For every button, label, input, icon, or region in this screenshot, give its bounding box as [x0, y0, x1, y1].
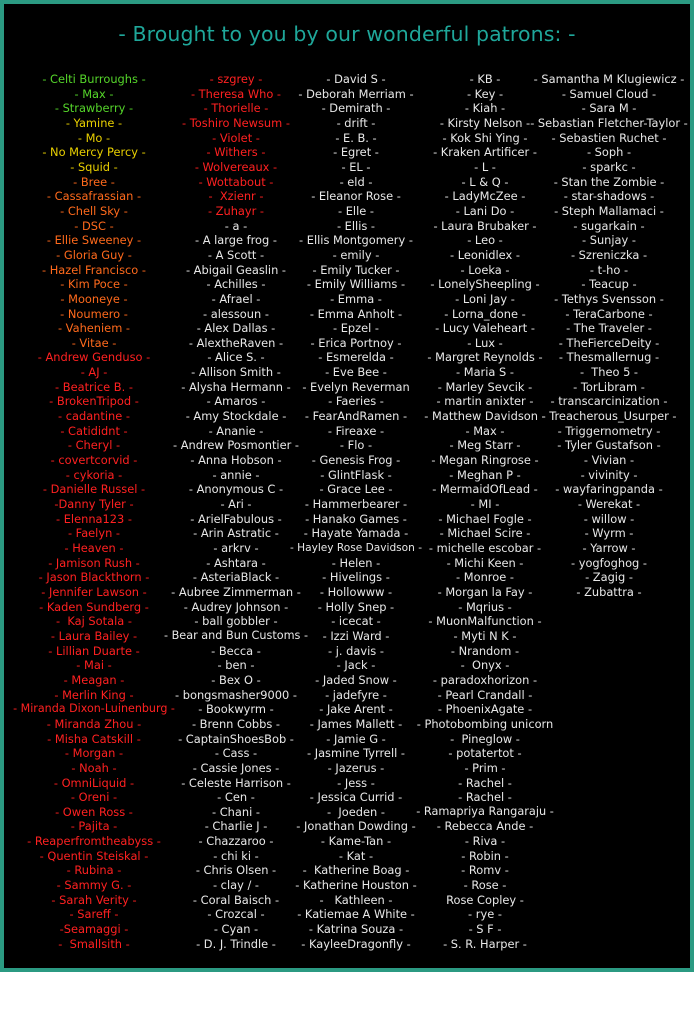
patron-name: - Bookwyrm - — [198, 702, 274, 717]
patron-name: - a - — [224, 218, 248, 233]
patron-name: - Theresa Who - — [190, 86, 282, 101]
patron-name: - Kim Poce - — [60, 277, 128, 292]
patron-name: - Smallsith - — [58, 936, 130, 951]
patron-name: - eld - — [339, 174, 373, 189]
patron-name: - Triggernometry - — [557, 423, 661, 438]
patron-name: - Celti Burroughs - — [42, 72, 146, 86]
patron-name: - Emily Williams - — [306, 277, 406, 292]
patron-name: - cadantine - — [58, 409, 130, 424]
patron-column-1 — [13, 72, 175, 951]
patron-name: - Sunjay - — [581, 233, 637, 248]
patron-name: - Thesmallernug - — [558, 350, 660, 365]
patron-name: - S F - — [468, 922, 502, 937]
patron-name: - Jake Arent - — [319, 702, 393, 717]
patron-name: - Hollowww - — [319, 584, 393, 599]
patron-name: - Sareff - — [69, 907, 119, 922]
patron-name: - Demirath - — [321, 101, 391, 116]
patron-name: - Heaven - — [64, 541, 124, 555]
patron-name: - Vivian - — [583, 453, 635, 468]
patron-name: - Pajita - — [70, 819, 118, 834]
patron-name: - Tyler Gustafson - — [557, 438, 661, 453]
patron-name: - Meagan - — [63, 672, 125, 687]
patron-name: - annie - — [212, 467, 260, 482]
patron-name: - Szreniczka - — [570, 247, 648, 262]
patron-name: - Beatrice B. - — [55, 379, 133, 394]
patron-name: - Katherine Houston - — [295, 878, 417, 893]
patron-name: - michelle escobar - — [428, 541, 542, 555]
patron-name: - Laura Brubaker - — [433, 218, 537, 233]
patron-name: - Kat - — [338, 848, 374, 863]
patron-name: - Charlie J - — [204, 819, 268, 834]
patron-name: - Bree - — [73, 174, 115, 189]
patron-name: - Quentin Steiskal - — [39, 848, 149, 863]
patron-name: - Catididnt - — [60, 423, 128, 438]
patron-name: - transcarcinization - — [550, 394, 668, 409]
page-title: - Brought to you by our wonderful patrons: - — [118, 22, 576, 46]
patron-name: - Aubree Zimmerman - — [171, 584, 301, 599]
patron-name: - Katherine Boag - — [302, 863, 410, 878]
patron-name: - Nrandom - — [450, 643, 520, 658]
patron-name: - Amaros - — [206, 394, 266, 409]
patron-name: - Robin - — [461, 848, 509, 863]
patron-name: - Leonidlex - — [450, 247, 520, 262]
patron-name: - The Traveler - — [566, 321, 652, 336]
patron-name: - Abigail Geaslin - — [185, 262, 287, 277]
patron-name: - emily - — [332, 247, 380, 262]
patron-name: - Kathleen - — [319, 892, 393, 907]
patron-name: - Chazzaroo - — [198, 834, 274, 849]
patron-name: - Kame-Tan - — [320, 834, 392, 849]
patron-name: - A large frog - — [194, 233, 277, 248]
patron-name: - Lani Do - — [455, 203, 515, 218]
patron-name: - Erica Portnoy - — [310, 335, 402, 350]
patron-name: - Alice S. - — [207, 350, 265, 365]
patron-name: - Pineglow - — [450, 731, 520, 746]
patron-name: - Noumero - — [60, 306, 128, 321]
patron-name: - rye - — [468, 907, 502, 922]
patron-name: - Ashtara - — [206, 555, 266, 570]
patron-name: - Romv - — [461, 863, 509, 878]
patron-name: - j. davis - — [328, 643, 384, 658]
patron-name: - Samuel Cloud - — [561, 86, 657, 101]
patron-name: - Cassafrassian - — [46, 189, 142, 204]
patron-name: - Onyx - — [460, 658, 510, 673]
patron-name: - Hazel Francisco - — [42, 262, 146, 277]
patron-name: - Sara M - — [581, 101, 637, 116]
patron-name: - Theo 5 - — [579, 365, 639, 380]
patron-name: - Mai - — [76, 658, 112, 673]
patron-name: - Anonymous C - — [188, 482, 284, 497]
patron-name: - Eve Bee - — [325, 365, 387, 380]
patron-name: - Owen Ross - — [55, 804, 133, 819]
patron-name: - Cyan - — [213, 922, 259, 937]
patron-name: - Werekat - — [577, 497, 641, 512]
patron-name: - Danielle Russel - — [42, 482, 146, 497]
patron-name: - Laura Bailey - — [50, 628, 138, 643]
patron-name: - Jasmine Tyrrell - — [306, 746, 406, 761]
patron-name: - Miranda Dixon-Luinenburg - — [13, 702, 175, 716]
patron-name: - Reaperfromtheabyss - — [27, 834, 161, 849]
patron-name: - AJ - — [80, 365, 108, 380]
patron-name: - Wolvereaux - — [194, 159, 278, 174]
patron-name: - Zubattra - — [576, 584, 642, 599]
patron-name: - Miranda Zhou - — [46, 716, 142, 731]
patron-name: - Kraken Artificer - — [433, 145, 537, 160]
patron-name: - TeraCarbone - — [565, 306, 653, 321]
patron-name: - Wyrm - — [584, 526, 634, 541]
patron-name: - Lorna_done - — [444, 306, 526, 321]
patron-name: - Rachel - — [458, 775, 512, 790]
patron-name: - Brenn Cobbs - — [191, 716, 281, 731]
patron-name: - Monroe - — [456, 570, 514, 585]
patron-name: - Bear and Bun Customs - — [163, 628, 309, 642]
patron-column-2 — [164, 72, 308, 951]
patron-name: - Leo - — [467, 233, 503, 248]
patron-name: - drift - — [336, 115, 376, 130]
patron-name: - Matthew Davidson - — [424, 409, 546, 424]
patron-name: - Hivelings - — [322, 570, 390, 585]
patron-name: - cykoria - — [65, 467, 123, 482]
patron-name: - Misha Catskill - — [47, 731, 141, 746]
patron-name: - Morgan - — [64, 746, 124, 761]
patron-name: - LonelySheepling - — [430, 277, 540, 292]
patron-name: - Cheryl - — [67, 438, 121, 453]
patron-name: - MuonMalfunction - — [428, 614, 542, 629]
patron-name: - Mooneye - — [60, 291, 128, 306]
patron-name: - Zuhayr - — [207, 203, 265, 218]
patron-name: - paradoxhorizon - — [432, 672, 538, 687]
patron-name: - Gloria Guy - — [56, 247, 132, 262]
patron-name: - Lillian Duarte - — [48, 643, 140, 658]
patron-name: - Cassie Jones - — [192, 760, 280, 775]
patron-name: - Michi Keen - — [446, 555, 524, 570]
patron-name: - Kiah - — [464, 101, 506, 116]
patron-name: - Samantha M Klugiewicz - — [533, 72, 685, 86]
patron-name: - Margret Reynolds - — [427, 350, 543, 365]
patron-name: - PhoenixAgate - — [437, 702, 533, 717]
patron-name: - Treacherous_Usurper - — [541, 409, 677, 424]
patron-name: - KB - — [469, 72, 501, 86]
patron-name: - Megan Ringrose - — [431, 453, 539, 468]
patron-name: - Katrina Souza - — [308, 922, 404, 937]
patron-name: - Vaheniem - — [57, 321, 131, 336]
patron-name: - Elle - — [338, 203, 374, 218]
patron-name: - James Mallett - — [309, 716, 403, 731]
patron-name: - Noah - — [71, 760, 117, 775]
patron-name: - MermaidOfLead - — [432, 482, 538, 497]
patron-name: - TorLibram - — [573, 379, 645, 394]
patron-name: - No Mercy Percy - — [42, 145, 146, 160]
patron-name: - chi ki - — [213, 848, 259, 863]
patron-name: - sparkc - — [582, 159, 636, 174]
patron-name: - Sebastien Ruchet - — [551, 130, 667, 145]
patron-name: - Grace Lee - — [319, 482, 393, 497]
patron-name: - Jack - — [336, 658, 376, 673]
patron-name: - Soph - — [586, 145, 632, 160]
patron-name: - Michael Scire - — [439, 526, 531, 541]
patron-name: - David S - — [326, 72, 386, 86]
patron-name: - potatertot - — [448, 746, 522, 761]
patron-name: - Morgan la Fay - — [437, 584, 533, 599]
patron-name: - Loeka - — [460, 262, 510, 277]
patron-name: - ben - — [217, 658, 255, 673]
patron-name: - Audrey Johnson - — [183, 599, 289, 614]
patron-name: - jadefyre - — [325, 687, 387, 702]
patron-name: - L & Q - — [461, 174, 509, 189]
patron-name: - Ari - — [220, 497, 252, 512]
patron-name: - Eleanor Rose - — [311, 189, 401, 204]
patron-name: - FearAndRamen - — [304, 409, 408, 424]
patron-name: - Jamie G - — [326, 731, 386, 746]
patron-name: - Rachel - — [458, 790, 512, 805]
patron-name: - Ellie Sweeney - — [46, 233, 142, 248]
patron-name: - Ananie - — [208, 423, 264, 438]
patron-name: - BrokenTripod - — [49, 394, 139, 409]
patron-name: - yogfoghog - — [570, 555, 648, 570]
patron-name: - Andrew Genduso - — [37, 350, 151, 365]
patron-name: - Anna Hobson - — [190, 453, 282, 468]
patron-name: -Danny Tyler - — [54, 497, 134, 512]
patron-name: - Becca - — [211, 643, 261, 658]
patron-name: - Hayate Yamada - — [303, 526, 409, 541]
patron-name: - Hayley Rose Davidson - — [289, 542, 423, 554]
patron-name: - Emma - — [330, 291, 382, 306]
patron-name: - Meghan P - — [449, 467, 521, 482]
patron-name: - Jonathan Dowding - — [296, 819, 416, 834]
patron-name: - Evelyn Reverman — [302, 379, 410, 394]
patron-name: - Max - — [74, 86, 114, 101]
patron-name: - martin anixter - — [436, 394, 534, 409]
patron-name: - Jason Blackthorn - — [38, 570, 150, 585]
patron-name: - Chris Olsen - — [195, 863, 277, 878]
patron-name: - Emma Anholt - — [309, 306, 403, 321]
patron-name: - Allison Smith - — [191, 365, 281, 380]
patron-name: - Alex Dallas - — [196, 321, 276, 336]
patron-name: - Fireaxe - — [327, 423, 385, 438]
patron-name: - willow - — [583, 511, 635, 526]
patron-name: - Lucy Valeheart - — [435, 321, 535, 336]
patron-name: - TheFierceDeity - — [558, 335, 660, 350]
patron-name: - Emily Tucker - — [312, 262, 400, 277]
patron-name: - Holly Snep - — [317, 599, 395, 614]
patron-name: - arkrv - — [213, 541, 259, 555]
patron-name: - Hammerbearer - — [304, 497, 408, 512]
patron-name: - Crozcal - — [207, 907, 265, 922]
patron-name: - AlextheRaven - — [188, 335, 284, 350]
patron-name: - Prim - — [464, 760, 506, 775]
patron-name: - Rose - — [463, 878, 507, 893]
patron-name: - EL - — [341, 159, 371, 174]
patron-column-3 — [290, 72, 422, 951]
patron-name: - Loni Jay - — [455, 291, 515, 306]
patron-name: - Chell Sky - — [60, 203, 128, 218]
patron-name: - MI - — [470, 497, 500, 512]
patron-name: - Strawberry - — [54, 101, 134, 116]
patron-name: - D. J. Trindle - — [196, 936, 276, 951]
patron-name: - Jamison Rush - — [48, 555, 140, 570]
patron-name: - Sebastian Fletcher-Taylor - — [530, 115, 688, 130]
patron-name: - Tethys Svensson - — [554, 291, 664, 306]
patron-name: - Afrael - — [211, 291, 261, 306]
patron-name: - Michael Fogle - — [438, 511, 532, 526]
patron-name: - CaptainShoesBob - — [178, 731, 294, 746]
patron-name: - Riva - — [464, 834, 506, 849]
patron-name: - L - — [474, 159, 496, 174]
patron-name: - Achilles - — [206, 277, 266, 292]
patron-name: - Mqrius - — [458, 599, 512, 614]
patron-name: - Yamine - — [65, 115, 123, 130]
patron-name: - Epzel - — [332, 321, 380, 336]
patron-name: - Steph Mallamaci - — [554, 203, 664, 218]
patron-name: - Vitae - — [71, 335, 117, 350]
patron-name: - Jazerus - — [327, 760, 385, 775]
patron-name: - Lux - — [467, 335, 503, 350]
patron-name: - Photobombing unicorn — [416, 716, 554, 731]
patron-name: - Xzienr - — [208, 189, 264, 204]
patron-name: - ArielFabulous - — [190, 511, 282, 526]
patron-name: - E. B. - — [335, 130, 377, 145]
patron-name: - Jessica Currid - — [309, 790, 403, 805]
patron-name: - Celeste Harrison - — [181, 775, 291, 790]
patron-name: - Oreni - — [70, 790, 118, 805]
patron-name: - Hanako Games - — [305, 511, 407, 526]
patron-name: - Violet - — [212, 130, 260, 145]
patron-name: - Coral Baisch - — [192, 892, 280, 907]
patron-name: - Maria S - — [456, 365, 514, 380]
patron-name: - Rubina - — [66, 863, 122, 878]
patron-name: - Kaden Sundberg - — [39, 599, 149, 614]
patron-column-5 — [529, 72, 689, 600]
patron-name: - ball gobbler - — [194, 614, 278, 629]
patron-name: - Helen - — [331, 555, 381, 570]
patron-name: - star-shadows - — [563, 189, 655, 204]
patron-name: - Kaj Sotala - — [56, 614, 132, 629]
patron-name: - bongsmasher9000 - — [175, 687, 297, 702]
patron-name: - Rebecca Ande - — [436, 819, 534, 834]
patron-name: - Max - — [465, 423, 505, 438]
patron-name: - DSC - — [74, 218, 114, 233]
patron-name: - Meg Starr - — [449, 438, 521, 453]
patron-name: -Seamaggi - — [59, 922, 129, 937]
patron-name: - vivinity - — [580, 467, 638, 482]
patron-name: - Key - — [466, 86, 504, 101]
patron-name: - Toshiro Newsum - — [182, 115, 290, 130]
patron-name: - Yarrow - — [582, 541, 636, 555]
patron-name: - Ellis Montgomery - — [299, 233, 413, 248]
patron-name: - KayleeDragonfly - — [301, 936, 411, 951]
patron-name: - icecat - — [331, 614, 381, 629]
patron-name: - OmniLiquid - — [53, 775, 135, 790]
patron-name: - Kok Shi Ying - — [442, 130, 528, 145]
patron-name: - S. R. Harper - — [443, 936, 527, 951]
patron-name: - Ellis - — [336, 218, 376, 233]
patron-name: - Deborah Merriam - — [298, 86, 414, 101]
patron-name: - Merlin King - — [54, 687, 134, 702]
patron-name: - Flo - — [339, 438, 373, 453]
patron-name: - Stan the Zombie - — [553, 174, 665, 189]
patron-name: - Joeden - — [327, 804, 385, 819]
patron-name: - wayfaringpanda - — [555, 482, 663, 497]
patron-name: - Jess - — [337, 775, 375, 790]
patron-name: - Jaded Snow - — [315, 672, 397, 687]
patron-name: - Cass - — [214, 746, 258, 761]
patron-name: - Esmerelda - — [318, 350, 394, 365]
patron-name: - Alysha Hermann - — [181, 379, 291, 394]
patron-name: - Zagig - — [585, 570, 633, 585]
patron-name: - Izzi Ward - — [322, 628, 390, 643]
patron-name: - alessoun - — [203, 306, 269, 321]
patron-name: Rose Copley - — [446, 892, 524, 907]
patron-name: - Wottabout - — [198, 174, 274, 189]
patron-name: - sugarkain - — [573, 218, 645, 233]
patron-name: - clay / - — [212, 878, 260, 893]
patron-name: - Squid - — [70, 159, 118, 174]
patron-name: - Kirsty Nelson - — [439, 115, 531, 130]
patron-name: - Faelyn - — [67, 526, 121, 541]
patron-name: - Pearl Crandall - — [437, 687, 533, 702]
patron-name: - Arin Astratic - — [193, 526, 279, 541]
patron-name: - GlintFlask - — [320, 467, 392, 482]
patron-name: - covertcorvid - — [50, 453, 138, 468]
patron-name: - Egret - — [333, 145, 379, 160]
patron-name: - Cen - — [217, 790, 255, 805]
patron-name: - A Scott - — [207, 247, 265, 262]
patron-name: - Andrew Posmontier - — [172, 438, 300, 453]
patron-name: - Withers - — [206, 145, 266, 160]
patron-name: - Sammy G. - — [56, 878, 132, 893]
patron-name: - szgrey - — [209, 72, 263, 86]
patron-name: - Teacup - — [581, 277, 637, 292]
patron-name: - AsteriaBlack - — [192, 570, 280, 585]
patron-name: - Katiemae A White - — [297, 907, 415, 922]
patron-name: - Ramapriya Rangaraju - — [416, 804, 554, 818]
patron-name: - Genesis Frog - — [311, 453, 401, 468]
patron-name: - Marley Sevcik - — [437, 379, 533, 394]
patron-name: - Amy Stockdale - — [185, 409, 287, 424]
patron-name: - Chani - — [212, 804, 260, 819]
patron-name: - Faeries - — [328, 394, 384, 409]
patron-name: - Bex O - — [211, 672, 261, 687]
patron-name: - Myti N K - — [453, 628, 517, 643]
patron-name: - Elenna123 - — [56, 511, 132, 526]
patron-name: - t-ho - — [589, 262, 629, 277]
patron-name: - Thorielle - — [203, 101, 269, 116]
patron-name: - Sarah Verity - — [51, 892, 137, 907]
patron-name: - Mo - — [77, 130, 111, 145]
patron-name: - Jennifer Lawson - — [41, 584, 147, 599]
patron-name: - LadyMcZee - — [444, 189, 526, 204]
